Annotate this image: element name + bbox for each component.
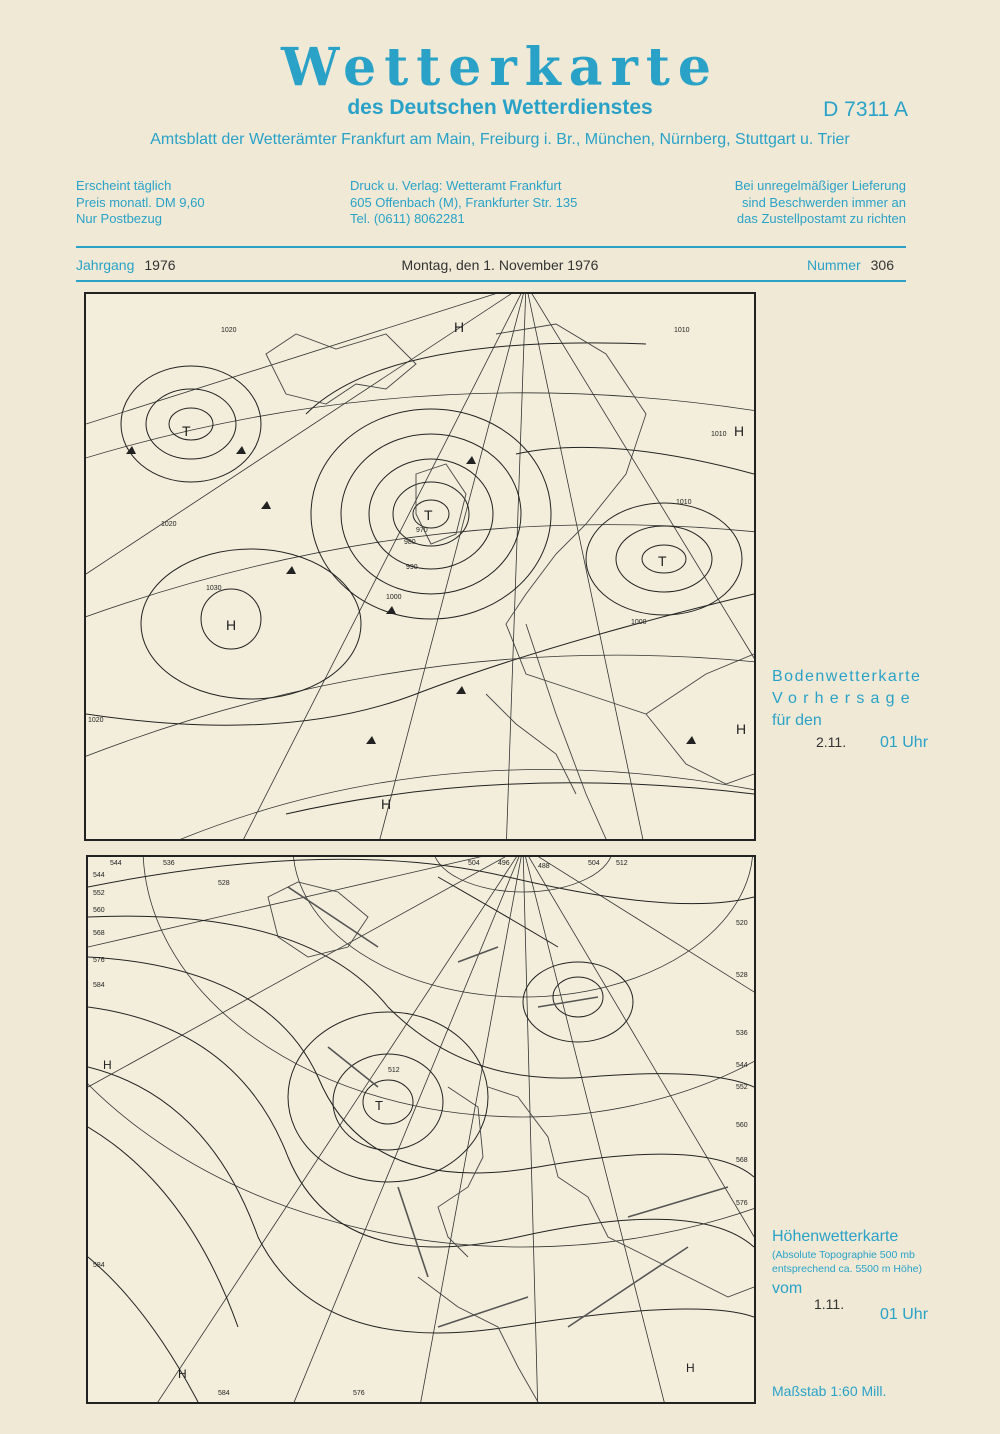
info-right-line: Bei unregelmäßiger Lieferung xyxy=(734,178,906,193)
isobar-label: 1010 xyxy=(711,431,727,438)
height-label: 560 xyxy=(736,1122,748,1129)
height-label: 544 xyxy=(736,1062,748,1069)
low-center-label: T xyxy=(658,553,667,569)
surface-map-drawing xyxy=(86,294,754,839)
low-center-label: T xyxy=(424,507,433,523)
height-label: 568 xyxy=(93,930,105,937)
height-label: 576 xyxy=(353,1390,365,1397)
info-left-line: Preis monatl. DM 9,60 xyxy=(76,194,205,210)
isobar-label: 1000 xyxy=(386,594,402,601)
isobar-label: 1010 xyxy=(674,327,690,334)
height-label: 568 xyxy=(736,1157,748,1164)
info-right-line: sind Beschwerden immer an xyxy=(741,194,906,210)
surface-map-title: Bodenwetterkarte xyxy=(772,668,922,685)
low-center-label: T xyxy=(375,1098,383,1113)
isobar-label: 1000 xyxy=(631,619,647,626)
height-label: 512 xyxy=(616,860,628,867)
high-center-label: H xyxy=(178,1367,187,1381)
info-right-line: das Zustellpostamt zu richten xyxy=(736,211,906,226)
upper-map-subtitle: entsprechend ca. 5500 m Höhe) xyxy=(772,1263,923,1275)
surface-map-date: 2.11. xyxy=(816,734,847,750)
high-center-label: H xyxy=(734,423,745,439)
number-label: Nummer xyxy=(806,257,861,273)
height-label: 552 xyxy=(736,1084,748,1091)
upper-map-time: 01 Uhr xyxy=(880,1306,929,1323)
height-label: 488 xyxy=(538,863,550,870)
height-label: 560 xyxy=(93,907,105,914)
surface-map-time: 01 Uhr xyxy=(880,734,929,751)
info-middle-line: 605 Offenbach (M), Frankfurter Str. 135 xyxy=(350,194,578,210)
isobar-label: 1020 xyxy=(221,327,237,334)
isobar-label: 1010 xyxy=(676,499,692,506)
height-label: 520 xyxy=(736,920,748,927)
isobar-label: 1030 xyxy=(206,585,222,592)
surface-map-forecast: Vorhersage xyxy=(772,690,916,707)
height-label: 528 xyxy=(736,972,748,979)
height-label: 528 xyxy=(218,880,230,887)
high-center-label: H xyxy=(226,617,237,633)
upper-map-title: Höhenwetterkarte xyxy=(772,1228,899,1245)
doc-number: D 7311 A xyxy=(823,98,908,121)
info-middle xyxy=(350,178,577,228)
height-label: 584 xyxy=(93,1262,105,1269)
year-label: Jahrgang xyxy=(76,257,135,273)
issue-number xyxy=(807,257,894,273)
page-title: Wetterkarte xyxy=(281,37,719,98)
info-middle-line: Tel. (0611) 8062281 xyxy=(350,211,465,226)
height-label: 536 xyxy=(163,860,175,867)
info-left-line: Erscheint täglich xyxy=(76,178,172,193)
info-left xyxy=(76,178,205,228)
gazette-line: Amtsblatt der Wetterämter Frankfurt am Main, Freiburg i. Br., München, Nürnberg, Stuttgart u. Trier xyxy=(150,131,850,148)
height-label: 536 xyxy=(736,1030,748,1037)
height-label: 552 xyxy=(93,890,105,897)
upper-air-map xyxy=(86,855,756,1404)
upper-map-date: 1.11. xyxy=(814,1296,845,1312)
height-label: 584 xyxy=(93,982,105,989)
upper-map-subtitle: (Absolute Topographie 500 mb xyxy=(772,1249,915,1261)
height-label: 584 xyxy=(218,1390,230,1397)
high-center-label: H xyxy=(103,1058,112,1072)
info-right xyxy=(735,178,906,228)
upper-map-drawing xyxy=(88,857,754,1402)
surface-weather-map xyxy=(84,292,756,841)
isobar-label: 970 xyxy=(416,527,428,534)
top-rule xyxy=(76,246,906,248)
surface-map-for: für den xyxy=(772,712,822,729)
year-value: 1976 xyxy=(144,257,176,273)
isobar-label: 1020 xyxy=(161,521,177,528)
high-center-label: H xyxy=(454,319,465,335)
low-center-label: T xyxy=(182,423,191,439)
height-label: 544 xyxy=(93,872,105,879)
number-value: 306 xyxy=(870,257,894,273)
page-subtitle: des Deutschen Wetterdienstes xyxy=(347,96,653,119)
height-label: 496 xyxy=(498,860,510,867)
height-label: 504 xyxy=(588,860,600,867)
isobar-label: 990 xyxy=(406,564,418,571)
issue-date: Montag, den 1. November 1976 xyxy=(401,257,599,273)
isobar-label: 980 xyxy=(404,539,416,546)
info-middle-line: Druck u. Verlag: Wetteramt Frankfurt xyxy=(350,178,562,193)
high-center-label: H xyxy=(686,1361,695,1375)
height-label: 544 xyxy=(110,860,122,867)
height-label: 512 xyxy=(388,1067,400,1074)
height-label: 576 xyxy=(736,1200,748,1207)
height-label: 576 xyxy=(93,957,105,964)
isobar-label: 1020 xyxy=(88,717,104,724)
high-center-label: H xyxy=(381,796,392,812)
info-left-line: Nur Postbezug xyxy=(76,211,162,226)
map-scale: Maßstab 1:60 Mill. xyxy=(772,1383,887,1399)
high-center-label: H xyxy=(736,721,747,737)
bottom-rule xyxy=(76,280,906,282)
height-label: 504 xyxy=(468,860,480,867)
upper-map-from: vom xyxy=(772,1280,803,1297)
